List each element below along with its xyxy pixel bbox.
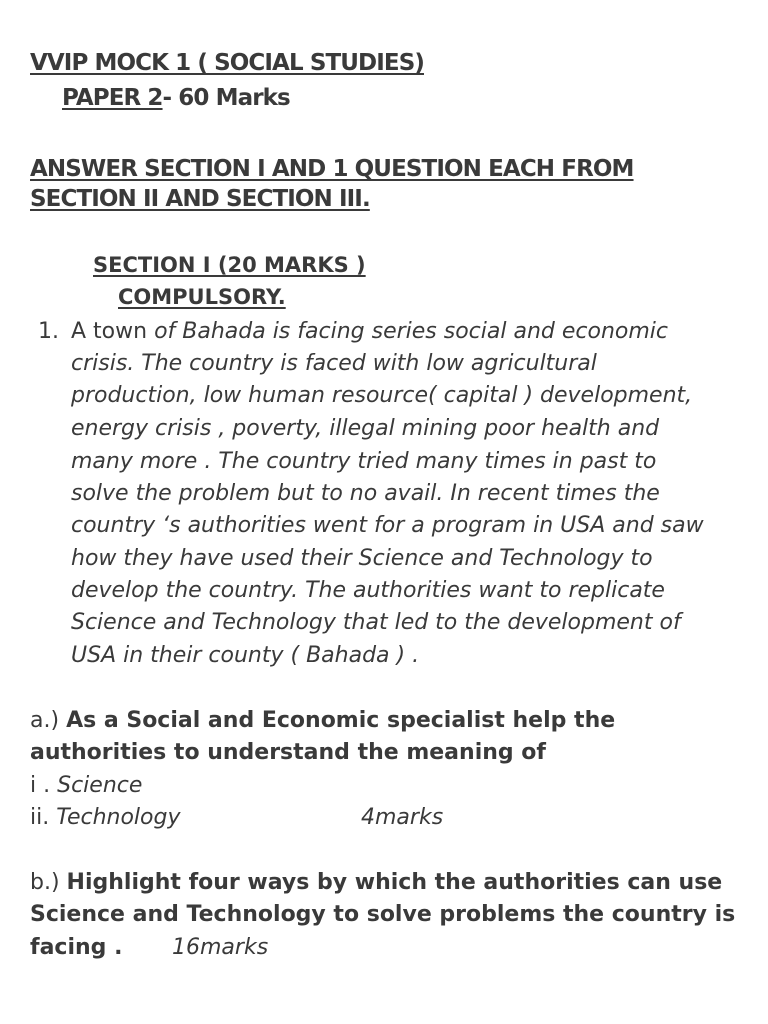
part-a-text: As a Social and Economic specialist help the [66, 708, 616, 733]
part-a-item-1 [30, 773, 142, 798]
part-b-marks: 16marks [172, 935, 269, 960]
question-line: solve the problem but to no avail. In recent times the [71, 481, 660, 506]
paper-marks: - 60 Marks [162, 85, 290, 111]
instructions-line-2: SECTION II AND SECTION III. [30, 186, 370, 212]
question-line: USA in their county ( Bahada ) . [71, 643, 420, 668]
question-line [71, 319, 668, 344]
part-a-line-1 [30, 708, 615, 733]
part-b-line-2: Science and Technology to solve problems the country is [30, 902, 736, 927]
question-line: Science and Technology that led to the development of [71, 610, 681, 635]
item-label: ii. [30, 805, 50, 830]
section-subtitle: COMPULSORY. [118, 285, 286, 309]
instructions-line-1: ANSWER SECTION I AND 1 QUESTION EACH FROM [30, 156, 634, 182]
paper-number: PAPER 2 [62, 85, 163, 111]
question-line: many more . The country tried many times in past to [71, 449, 657, 474]
question-line: develop the country. The authorities want to replicate [71, 578, 665, 603]
question-lead-in: A town [71, 319, 155, 344]
part-b-line-3: facing . [30, 935, 123, 960]
question-line: crisis. The country is faced with low agricultural [71, 351, 597, 376]
part-b-line-1 [30, 870, 722, 895]
part-a-label: a.) [30, 708, 60, 733]
paper-info [62, 85, 290, 111]
question-line: energy crisis , poverty, illegal mining poor health and [71, 416, 660, 441]
item-text: Technology [56, 805, 181, 830]
part-b-label: b.) [30, 870, 60, 895]
exam-title: VVIP MOCK 1 ( SOCIAL STUDIES) [30, 50, 424, 76]
part-a-item-2 [30, 805, 180, 830]
question-line: country ‘s authorities went for a program in USA and saw [71, 513, 704, 538]
question-line: how they have used their Science and Technology to [71, 546, 653, 571]
question-text: of Bahada is facing series social and economic [154, 319, 668, 344]
part-a-marks: 4marks [361, 805, 444, 830]
section-title: SECTION I (20 MARKS ) [93, 253, 366, 277]
question-number: 1. [38, 319, 59, 344]
part-a-line-2: authorities to understand the meaning of [30, 740, 546, 765]
item-label: i . [30, 773, 51, 798]
item-text: Science [57, 773, 143, 798]
part-b-text: Highlight four ways by which the authorities can use [66, 870, 723, 895]
question-line: production, low human resource( capital ) development, [71, 383, 693, 408]
